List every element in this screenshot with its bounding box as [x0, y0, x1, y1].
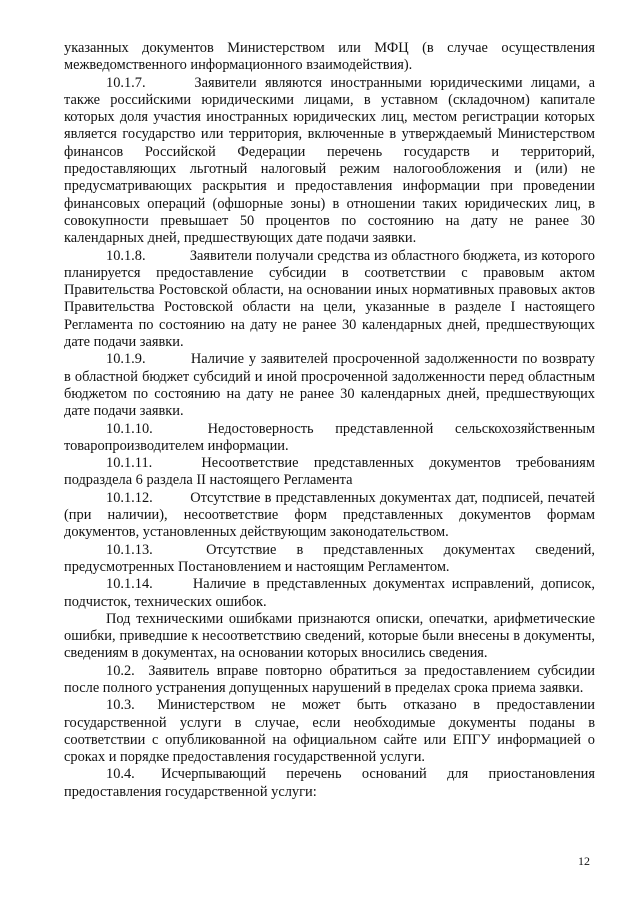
paragraph-10-2: [64, 663, 595, 698]
paragraph-number: 10.1.14.: [106, 576, 153, 593]
paragraph-text: Наличие у заявителей просроченной задолженности по возврату в областной бюджет субсидий и иной просроченной задолженности перед областным бюджетом по состоянию на дату не ранее 30 календарных дней, предшествующих дате подачи заявки.: [64, 351, 595, 420]
paragraph-text: указанных документов Министерством или МФЦ (в случае осуществления межведомственного информационного взаимодействия).: [64, 40, 595, 74]
paragraph-text: Несоответствие представленных документов требованиям подраздела 6 раздела II настоящего Регламента: [64, 455, 595, 489]
paragraph-number: 10.1.8.: [106, 247, 146, 264]
paragraph-10-3: [64, 697, 595, 766]
paragraph-text: Наличие в представленных документах исправлений, дописок, подчисток, технических ошибок.: [64, 576, 595, 610]
paragraph-text: Заявители получали средства из областного бюджета, из которого планируется предоставление субсидии в соответствии с правовым актом Правительства Ростовской области, на основании иных нормативных правовых актов Правительства Ростовской области на цели, указанные в разделе I настоящего Регламента по состоянию на дату не ранее 30 календарных дней, предшествующих дате подачи заявки.: [64, 247, 595, 351]
paragraph-text: Под техническими ошибками признаются описки, опечатки, арифметические ошибки, приведшие к несоответствию сведений, которые были внесены в документы, сведениям в документах, на основании которых вносились сведения.: [64, 610, 595, 662]
paragraph-text: Министерством не может быть отказано в предоставлении государственной услуги в случае, если необходимые документы поданы в соответствии с опубликованной на официальном сайте или ЕПГУ информацией о сроках и порядке предоставления государственной услуги.: [64, 697, 595, 766]
paragraph-10-1-8: [64, 248, 595, 352]
paragraph-number: 10.2.: [106, 662, 135, 679]
paragraph-text: Недостоверность представленной сельскохозяйственным товаропроизводителем информации.: [64, 420, 595, 454]
paragraph-text: Отсутствие в представленных документах сведений, предусмотренных Постановлением и настоящим Регламентом.: [64, 541, 595, 575]
page-number: 12: [578, 854, 590, 868]
paragraph-10-1-10: [64, 421, 595, 456]
paragraph-number: 10.1.10.: [106, 420, 153, 437]
paragraph-10-1-12: [64, 490, 595, 542]
paragraph-10-1-7: [64, 75, 595, 248]
paragraph-number: 10.1.13.: [106, 541, 153, 558]
paragraph-number: 10.3.: [106, 697, 135, 714]
paragraph-number: 10.4.: [106, 766, 135, 783]
paragraph-10-1-9: [64, 351, 595, 420]
paragraph-continuation: [64, 40, 595, 75]
paragraph-text: Заявитель вправе повторно обратиться за предоставлением субсидии после полного устранения допущенных нарушений в пределах срока приема заявки.: [64, 662, 595, 696]
paragraph-10-4: [64, 766, 595, 801]
document-body: [64, 40, 595, 801]
paragraph-number: 10.1.9.: [106, 351, 146, 368]
paragraph-text: Заявители являются иностранными юридическими лицами, а также российскими юридическими лицами, в уставном (складочном) капитале которых доля участия иностранных юридических лиц, местом регистрации которых является государство или территория, включенные в утверждаемый Министерством финансов Российской Федерации перечень государств и территорий, предоставляющих льготный налоговый режим налогообложения и (или) не предусматривающих раскрытия и предоставления информации при проведении финансовых операций (офшорные зоны) в отношении таких юридических лиц, в совокупности превышает 50 процентов по состоянию на дату не ранее 30 календарных дней, предшествующих дате подачи заявки.: [64, 74, 595, 247]
paragraph-text: Исчерпывающий перечень оснований для приостановления предоставления государственной услуги:: [64, 766, 595, 800]
paragraph-technical-errors: [64, 611, 595, 663]
paragraph-text: Отсутствие в представленных документах дат, подписей, печатей (при наличии), несоответствие форм представленных документов формам документов, установленных действующим законодательством.: [64, 489, 595, 541]
paragraph-10-1-11: [64, 455, 595, 490]
paragraph-10-1-14: [64, 576, 595, 611]
paragraph-number: 10.1.12.: [106, 489, 153, 506]
paragraph-number: 10.1.7.: [106, 74, 146, 91]
paragraph-number: 10.1.11.: [106, 455, 153, 472]
paragraph-10-1-13: [64, 542, 595, 577]
